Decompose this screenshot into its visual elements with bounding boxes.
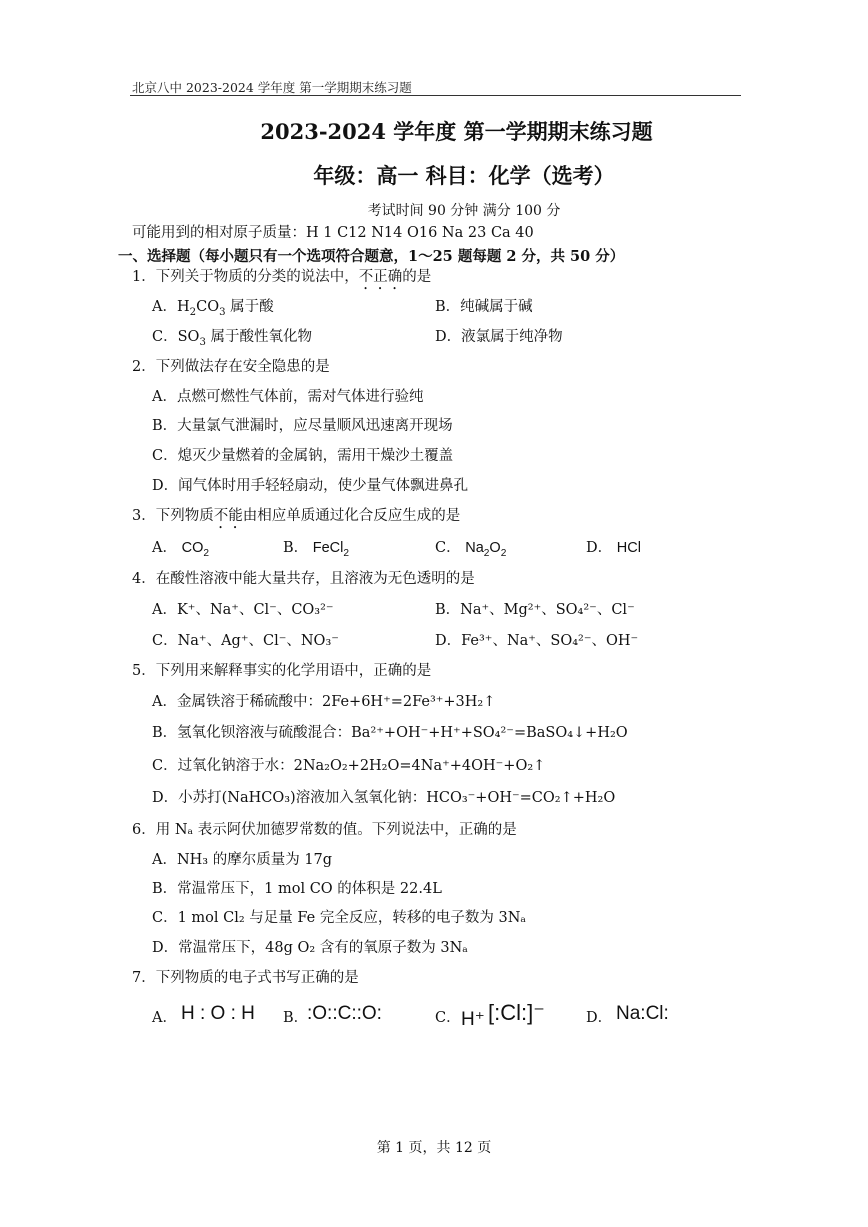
question-3-stem: 3．下列物质不能由相应单质通过化合反应生成的是 <box>132 508 461 524</box>
emphasis-text: 不正确 <box>358 269 403 285</box>
q3-option-b[interactable]: B． FeCl$_2$ <box>283 540 350 559</box>
q2-option-c[interactable]: C．熄灭少量燃着的金属钠，需用干燥沙土覆盖 <box>152 448 454 464</box>
grade-subject: 年级：高一 科目：化学（选考） <box>313 163 615 188</box>
question-4-stem: 4．在酸性溶液中能大量共存，且溶液为无色透明的是 <box>132 571 475 587</box>
q6-option-b[interactable]: B．常温常压下，1 mol CO 的体积是 22.4L <box>152 881 442 897</box>
emphasis-text: 不能 <box>213 508 243 524</box>
q1-option-a[interactable]: A．$H_2CO_3$ 属于酸 <box>152 299 274 318</box>
q7-option-c-anion[interactable]: [:Cl:]⁻ <box>488 1000 545 1025</box>
question-2-stem: 2．下列做法存在安全隐患的是 <box>132 359 330 375</box>
header-rule <box>130 95 741 96</box>
q4-option-a[interactable]: A．K⁺、Na⁺、Cl⁻、CO₃²⁻ <box>152 602 334 618</box>
q5-option-d[interactable]: D．小苏打(NaHCO₃)溶液加入氢氧化钠：HCO₃⁻+OH⁻=CO₂↑+H₂O <box>152 790 616 806</box>
q3-option-d[interactable]: D． HCl <box>586 540 641 556</box>
q6-option-d[interactable]: D．常温常压下，48g O₂ 含有的氧原子数为 3Nₐ <box>152 940 468 956</box>
q7-option-d-formula[interactable]: Na:Cl: <box>616 1003 669 1024</box>
q2-option-b[interactable]: B．大量氯气泄漏时，应尽量顺风迅速离开现场 <box>152 418 453 434</box>
q3-option-a[interactable]: A． $CO_2$ <box>152 540 209 559</box>
q4-option-b[interactable]: B．Na⁺、Mg²⁺、SO₄²⁻、Cl⁻ <box>435 602 635 618</box>
section-heading: 一、选择题（每小题只有一个选项符合题意，1～25 题每题 2 分，共 50 分） <box>118 248 625 265</box>
q5-option-c[interactable]: C．过氧化钠溶于水：2Na₂O₂+2H₂O=4Na⁺+4OH⁻+O₂↑ <box>152 758 546 774</box>
question-1-stem: 1．下列关于物质的分类的说法中，不正确的是 <box>132 269 432 285</box>
q4-option-c[interactable]: C．Na⁺、Ag⁺、Cl⁻、NO₃⁻ <box>152 633 339 649</box>
q7-label-b: B． <box>283 1010 309 1026</box>
q7-option-c-cation[interactable]: H⁺ <box>461 1009 485 1030</box>
exam-title: 2023-2024 学年度 第一学期期末练习题 <box>260 119 653 144</box>
q2-option-a[interactable]: A．点燃可燃性气体前，需对气体进行验纯 <box>152 389 424 405</box>
question-6-stem: 6．用 Nₐ 表示阿伏加德罗常数的值。下列说法中，正确的是 <box>132 822 517 838</box>
q6-option-a[interactable]: A．NH₃ 的摩尔质量为 17g <box>152 852 333 868</box>
q1-option-d[interactable]: D．液氯属于纯净物 <box>435 329 563 345</box>
q1-option-c[interactable]: C．$SO_3$ 属于酸性氧化物 <box>152 329 312 348</box>
question-7-stem: 7．下列物质的电子式书写正确的是 <box>132 970 359 986</box>
running-header: 北京八中 2023-2024 学年度 第一学期期末练习题 <box>132 80 412 95</box>
q6-option-c[interactable]: C．1 mol Cl₂ 与足量 Fe 完全反应，转移的电子数为 3Nₐ <box>152 910 526 926</box>
question-5-stem: 5．下列用来解释事实的化学用语中，正确的是 <box>132 663 432 679</box>
q2-option-d[interactable]: D．闻气体时用手轻轻扇动，使少量气体飘进鼻孔 <box>152 478 469 494</box>
q5-option-a[interactable]: A．金属铁溶于稀硫酸中：2Fe+6H⁺=2Fe³⁺+3H₂↑ <box>152 694 496 710</box>
exam-info: 考试时间 90 分钟 满分 100 分 <box>367 203 561 219</box>
q5-option-b[interactable]: B．氢氧化钡溶液与硫酸混合：Ba²⁺+OH⁻+H⁺+SO₄²⁻=BaSO₄↓+H₂O <box>152 725 628 741</box>
q7-option-a-formula[interactable]: H : O : H <box>181 1003 255 1024</box>
q7-label-a: A． <box>152 1010 177 1026</box>
q1-option-b[interactable]: B．纯碱属于碱 <box>435 299 533 315</box>
q3-option-c[interactable]: C． $Na_2O_2$ <box>435 540 507 559</box>
q7-label-c: C． <box>435 1010 461 1026</box>
q7-option-b-formula[interactable]: :O::C::O: <box>307 1003 382 1024</box>
q4-option-d[interactable]: D．Fe³⁺、Na⁺、SO₄²⁻、OH⁻ <box>435 633 639 649</box>
page-number: 第 1 页，共 12 页 <box>376 1140 492 1156</box>
atomic-masses: 可能用到的相对原子质量：H 1 C12 N14 O16 Na 23 Ca 40 <box>132 225 534 241</box>
q7-label-d: D． <box>586 1010 613 1026</box>
